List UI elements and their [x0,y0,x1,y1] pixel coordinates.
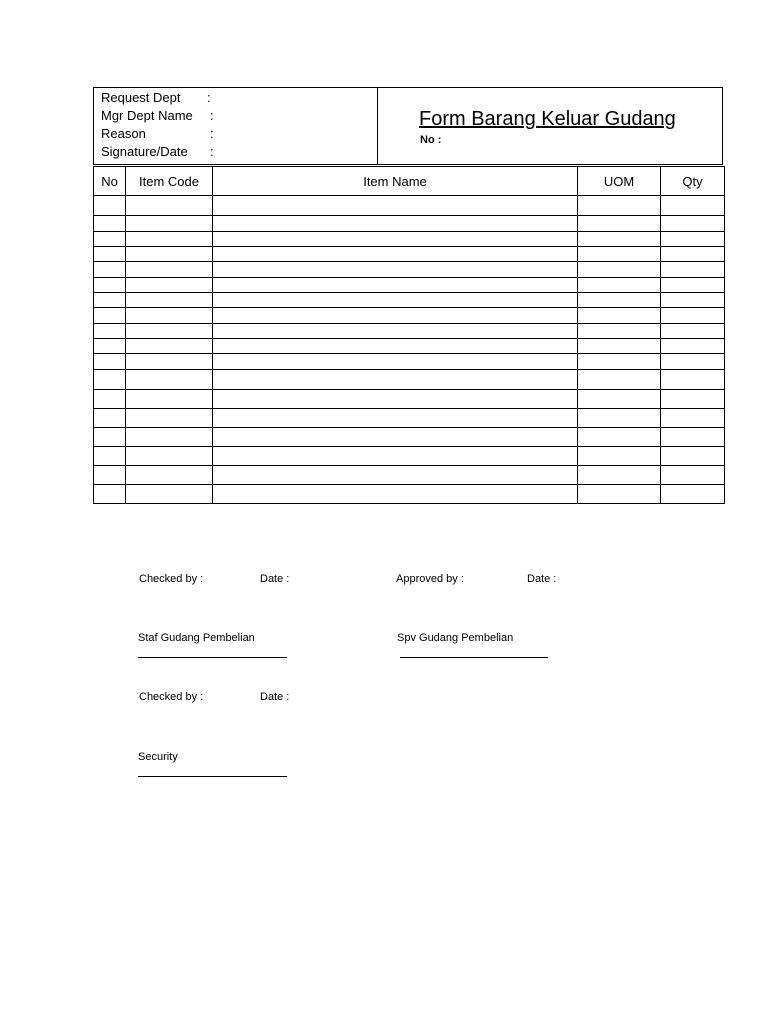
cell-item-name [213,485,578,504]
cell-qty [661,324,725,339]
cell-no [94,390,126,409]
table-row [94,354,725,370]
cell-uom [578,428,661,447]
table-row [94,390,725,409]
cell-qty [661,308,725,324]
cell-item-name [213,247,578,262]
column-header-no: No [94,167,126,196]
request-dept-colon: : [207,90,211,105]
cell-uom [578,466,661,485]
cell-item-code [126,409,213,428]
staf-gudang-label: Staf Gudang Pembelian [138,632,255,644]
cell-item-name [213,466,578,485]
cell-item-name [213,324,578,339]
approved-by-label: Approved by : [396,573,464,585]
reason-label: Reason [101,126,146,141]
cell-item-name [213,447,578,466]
cell-item-code [126,247,213,262]
table-row [94,339,725,354]
cell-item-code [126,278,213,293]
table-row [94,324,725,339]
date-label-2: Date : [527,573,557,585]
cell-item-code [126,428,213,447]
cell-qty [661,447,725,466]
table-row [94,278,725,293]
signature-date-colon: : [210,144,214,159]
cell-item-code [126,216,213,232]
mgr-dept-name-colon: : [210,108,214,123]
table-row [94,447,725,466]
staf-signature-line [138,657,287,658]
table-header-row [94,167,725,196]
cell-qty [661,466,725,485]
cell-item-code [126,324,213,339]
security-label: Security [138,751,178,763]
cell-item-code [126,485,213,504]
cell-uom [578,354,661,370]
form-header [93,87,723,165]
cell-no [94,447,126,466]
cell-uom [578,247,661,262]
cell-qty [661,428,725,447]
table-body [94,196,725,504]
column-header-qty: Qty [661,167,725,196]
cell-item-code [126,196,213,216]
cell-item-code [126,262,213,278]
reason-colon: : [210,126,214,141]
cell-item-code [126,354,213,370]
cell-no [94,247,126,262]
cell-uom [578,293,661,308]
cell-qty [661,354,725,370]
form-number-label: No : [420,134,442,146]
cell-item-name [213,428,578,447]
cell-no [94,324,126,339]
cell-item-name [213,232,578,247]
date-label-3: Date : [260,691,290,703]
table-row [94,308,725,324]
table-row [94,196,725,216]
cell-item-name [213,278,578,293]
table-row [94,370,725,390]
cell-uom [578,278,661,293]
cell-item-name [213,216,578,232]
cell-item-name [213,262,578,278]
cell-uom [578,196,661,216]
cell-item-name [213,196,578,216]
cell-qty [661,262,725,278]
column-header-uom: UOM [578,167,661,196]
cell-item-name [213,339,578,354]
reason-field [101,126,214,142]
column-header-item-name: Item Name [213,167,578,196]
spv-gudang-label: Spv Gudang Pembelian [397,632,514,644]
table-row [94,247,725,262]
signature-date-label: Signature/Date [101,144,188,159]
cell-uom [578,409,661,428]
cell-item-code [126,390,213,409]
date-label-1: Date : [260,573,290,585]
signature-date-field [101,144,214,160]
cell-uom [578,324,661,339]
cell-uom [578,447,661,466]
column-header-item-code: Item Code [126,167,213,196]
cell-qty [661,370,725,390]
cell-qty [661,196,725,216]
mgr-dept-name-label: Mgr Dept Name [101,108,193,123]
cell-item-code [126,466,213,485]
mgr-dept-name-field [101,108,214,124]
cell-uom [578,262,661,278]
table-row [94,466,725,485]
cell-uom [578,390,661,409]
table-row [94,216,725,232]
table-row [94,409,725,428]
cell-no [94,485,126,504]
table-row [94,485,725,504]
request-dept-field [101,90,211,106]
cell-uom [578,216,661,232]
items-table [93,166,725,504]
checked-by-label-1: Checked by : [139,573,204,585]
cell-uom [578,308,661,324]
cell-item-name [213,409,578,428]
cell-no [94,232,126,247]
request-info [94,88,378,164]
cell-qty [661,390,725,409]
cell-item-code [126,308,213,324]
cell-no [94,196,126,216]
cell-item-code [126,232,213,247]
table-row [94,262,725,278]
table-row [94,428,725,447]
spv-signature-line [400,657,548,658]
cell-item-code [126,339,213,354]
request-dept-label: Request Dept [101,90,181,105]
checked-by-label-2: Checked by : [139,691,204,703]
cell-qty [661,485,725,504]
cell-no [94,354,126,370]
cell-qty [661,247,725,262]
cell-uom [578,232,661,247]
cell-qty [661,409,725,428]
form-title: Form Barang Keluar Gudang [419,108,676,130]
cell-qty [661,232,725,247]
cell-qty [661,216,725,232]
table-row [94,232,725,247]
cell-no [94,428,126,447]
cell-item-code [126,370,213,390]
cell-item-name [213,308,578,324]
cell-no [94,370,126,390]
cell-item-code [126,293,213,308]
security-signature-line [138,776,287,777]
cell-qty [661,293,725,308]
cell-uom [578,339,661,354]
cell-no [94,293,126,308]
cell-no [94,466,126,485]
cell-qty [661,339,725,354]
cell-uom [578,485,661,504]
cell-no [94,409,126,428]
cell-item-code [126,447,213,466]
cell-no [94,339,126,354]
cell-qty [661,278,725,293]
cell-item-name [213,354,578,370]
table-row [94,293,725,308]
cell-item-name [213,293,578,308]
cell-uom [578,370,661,390]
cell-no [94,216,126,232]
cell-no [94,308,126,324]
cell-no [94,278,126,293]
cell-no [94,262,126,278]
cell-item-name [213,390,578,409]
cell-item-name [213,370,578,390]
